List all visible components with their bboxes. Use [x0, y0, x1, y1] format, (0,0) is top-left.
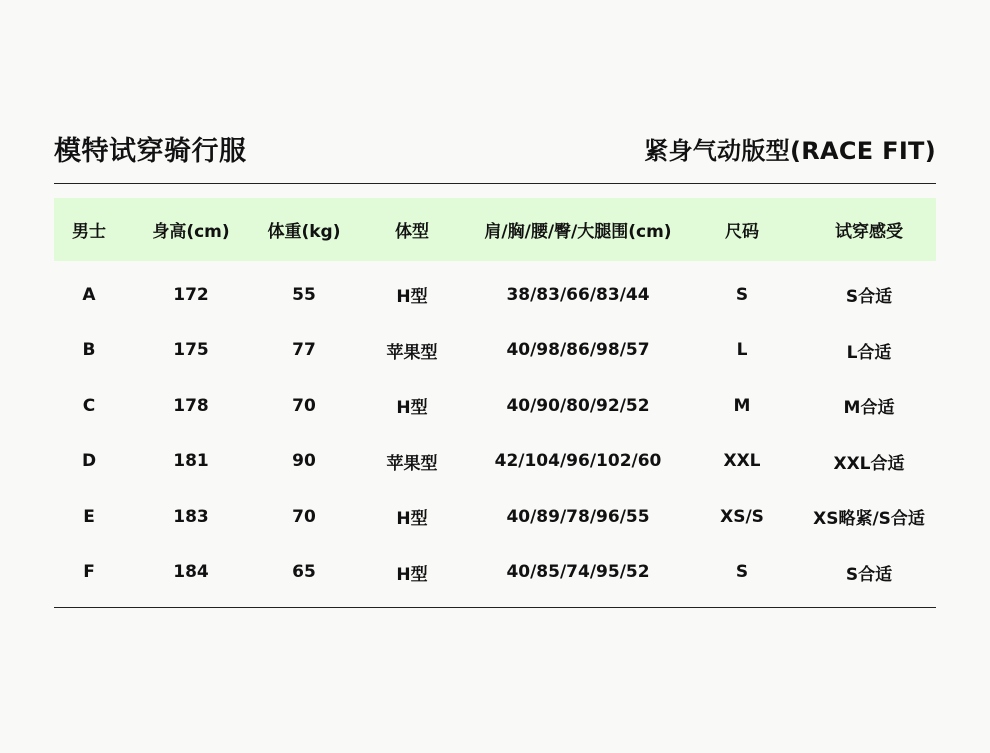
cell-fit-feedback: XXL合适: [833, 453, 905, 474]
table-row: [54, 323, 936, 379]
top-divider: [54, 183, 936, 184]
cell-height: 178: [173, 395, 209, 416]
cell-size: XXL: [723, 451, 761, 472]
column-header-weight: 体重(kg): [258, 198, 350, 261]
cell-size: L: [736, 340, 748, 361]
table-row: [54, 378, 936, 434]
table-row: [54, 489, 936, 545]
cell-measurements: 40/90/80/92/52: [506, 395, 650, 416]
fit-label: 紧身气动版型(RACE FIT): [644, 136, 936, 165]
cell-body-type: 苹果型: [386, 342, 438, 363]
cell-weight: 70: [292, 506, 316, 527]
column-header-height: 身高(cm): [124, 198, 258, 261]
cell-model: F: [83, 562, 95, 583]
bottom-divider: [54, 607, 936, 608]
cell-fit-feedback: L合适: [846, 342, 892, 363]
fit-test-table: [54, 198, 936, 600]
cell-measurements: 42/104/96/102/60: [494, 451, 662, 472]
cell-measurements: 40/85/74/95/52: [506, 562, 650, 583]
page-header: [54, 128, 936, 168]
cell-size: S: [735, 284, 749, 305]
column-header-measurements: 肩/胸/腰/臀/大腿围(cm): [474, 198, 682, 261]
column-header-size: 尺码: [682, 198, 802, 261]
page-title: 模特试穿骑行服: [54, 135, 247, 167]
cell-fit-feedback: S合适: [845, 287, 893, 308]
cell-size: M: [733, 395, 751, 416]
cell-size: S: [735, 562, 749, 583]
table-row: [54, 434, 936, 490]
table-header-row: [54, 198, 936, 261]
cell-measurements: 40/98/86/98/57: [506, 340, 650, 361]
cell-body-type: H型: [396, 398, 428, 419]
column-header-body-type: 体型: [350, 198, 474, 261]
cell-model: E: [83, 506, 95, 527]
cell-weight: 90: [292, 451, 316, 472]
cell-measurements: 38/83/66/83/44: [506, 284, 650, 305]
table-row: [54, 261, 936, 323]
cell-height: 172: [173, 284, 209, 305]
cell-body-type: H型: [396, 287, 428, 308]
cell-measurements: 40/89/78/96/55: [506, 506, 650, 527]
cell-body-type: H型: [396, 509, 428, 530]
cell-height: 175: [173, 340, 209, 361]
table-row: [54, 545, 936, 601]
cell-height: 183: [173, 506, 209, 527]
cell-model: B: [82, 340, 96, 361]
cell-weight: 65: [292, 562, 316, 583]
cell-height: 181: [173, 451, 209, 472]
cell-size: XS/S: [720, 506, 764, 527]
cell-model: C: [82, 395, 96, 416]
cell-model: A: [82, 284, 96, 305]
cell-height: 184: [173, 562, 209, 583]
cell-fit-feedback: XS略紧/S合适: [813, 509, 925, 530]
cell-body-type: 苹果型: [386, 453, 438, 474]
cell-weight: 70: [292, 395, 316, 416]
column-header-model: 男士: [54, 198, 124, 261]
cell-fit-feedback: M合适: [843, 398, 895, 419]
cell-weight: 77: [292, 340, 316, 361]
cell-fit-feedback: S合适: [845, 564, 893, 585]
cell-weight: 55: [292, 284, 316, 305]
cell-body-type: H型: [396, 564, 428, 585]
column-header-fit-feedback: 试穿感受: [802, 198, 936, 261]
cell-model: D: [81, 451, 97, 472]
